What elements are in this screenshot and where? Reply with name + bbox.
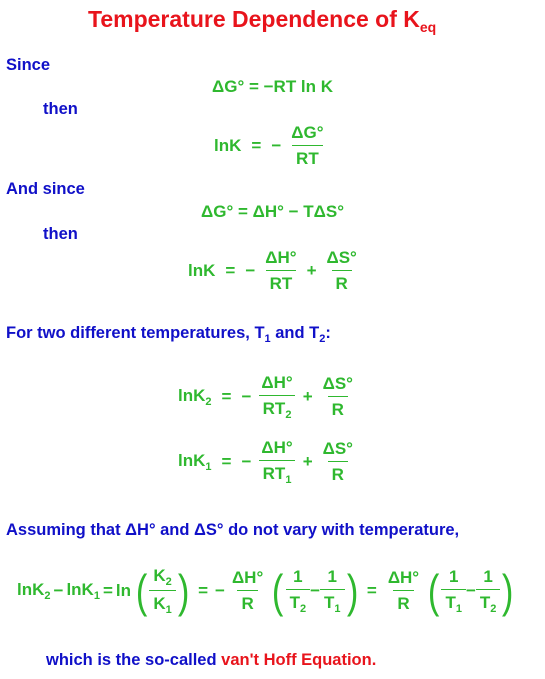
equation-vant-hoff: lnK$_2$ − lnK$_1$ = ln ( $\frac{K_2}{K_1}$ ) = − $\frac{\Delta H^\circ}{R}$ ( $\frac{1}{T_2}$ − $\frac{1}{T_1}$ ) = $\frac{\Delta H^\circ}{R}$ ( $\frac{1}{T_1}$ − $\frac{1}{T_2}$ )	[17, 565, 514, 617]
equation-lnk1: lnK$_1$ = − $\frac{\Delta H^\circ}{RT_1}$ + $\frac{\Delta S^\circ}{R}$	[178, 438, 353, 486]
label-two-temperatures: For two different temperatures, $T_1$ and $T_2$:	[6, 324, 331, 345]
label-conclusion: which is the so-called van't Hoff Equation.	[46, 651, 377, 669]
label-then-2: then	[43, 225, 78, 243]
equation-lnk-enthalpy-entropy: lnK = − $\frac{\Delta H^\circ}{RT}$ + $\frac{\Delta S^\circ}{R}$	[188, 248, 357, 293]
label-and-since: And since	[6, 180, 85, 198]
label-assuming: Assuming that ΔH° and ΔS° do not vary with temperature,	[6, 521, 460, 539]
equation-lnk2: lnK$_2$ = − $\frac{\Delta H^\circ}{RT_2}$ + $\frac{\Delta S^\circ}{R}$	[178, 373, 353, 421]
label-then-1: then	[43, 100, 78, 118]
label-since: Since	[6, 56, 51, 74]
equation-lnk-gibbs: lnK = − $\frac{\Delta G^\circ}{RT}$	[214, 123, 324, 168]
page-title: Temperature Dependence of $K_{eq}$	[88, 6, 437, 35]
equation-gibbs-k: ΔG° = −RT ln K	[212, 77, 334, 96]
equation-gibbs-enthalpy-entropy: ΔG° = ΔH° − TΔS°	[201, 202, 345, 221]
